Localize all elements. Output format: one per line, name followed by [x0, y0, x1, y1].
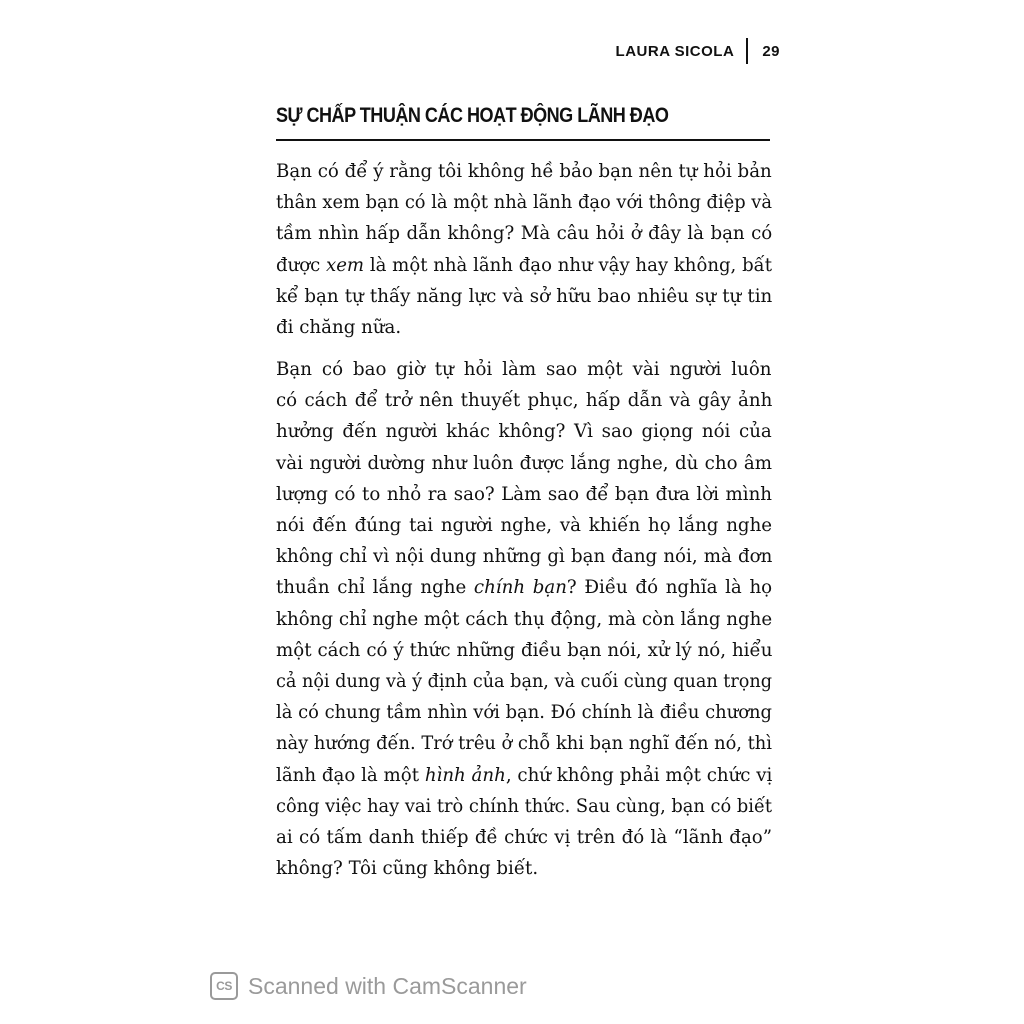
text-line: tầm nhìn hấp dẫn không? Mà câu hỏi ở đây là bạn có: [276, 223, 773, 245]
text-segment: lãnh đạo là một: [276, 764, 425, 786]
italic-text: hình ảnh: [424, 764, 506, 786]
running-header: [560, 36, 780, 66]
text-line: Bạn có để ý rằng tôi không hề bảo bạn nên tự hỏi bản: [276, 161, 772, 182]
text-line: đi chăng nữa.: [276, 317, 402, 339]
text-segment: ? Điều đó nghĩa là họ: [566, 577, 773, 599]
title-underline: [276, 139, 770, 141]
text-segment: được: [276, 254, 327, 276]
camscanner-logo-icon: CS: [210, 972, 238, 1000]
text-line: là có chung tầm nhìn với bạn. Đó chính là điều chương: [276, 702, 772, 724]
text-segment: , chứ không phải một chức vị: [505, 764, 773, 786]
text-line: không? Tôi cũng không biết.: [276, 858, 539, 880]
page-number: 29: [762, 42, 780, 60]
author-name: LAURA SICOLA: [615, 42, 735, 60]
text-line: nói đến đúng tai người nghe, và khiến họ lắng nghe: [276, 515, 773, 537]
text-line: vài người dường như luôn được lắng nghe, dù cho âm: [276, 452, 772, 474]
text-line: này hướng đến. Trớ trêu ở chỗ khi bạn nghĩ đến nó, thì: [276, 733, 772, 755]
text-line: Bạn có bao giờ tự hỏi làm sao một vài người luôn: [276, 359, 772, 380]
text-line: lượng có to nhỏ ra sao? Làm sao để bạn đưa lời mình: [276, 483, 772, 505]
header-divider: [746, 38, 748, 64]
text-line: thân xem bạn có là một nhà lãnh đạo với thông điệp và: [276, 192, 772, 214]
text-line: một cách có ý thức những điều bạn nói, xử lý nó, hiểu: [276, 639, 773, 661]
text-line: ai có tấm danh thiếp đề chức vị trên đó là “lãnh đạo”: [276, 827, 773, 849]
watermark-text: Scanned with CamScanner: [248, 972, 527, 999]
italic-text: chính bạn: [473, 577, 567, 599]
text-line: [276, 760, 772, 791]
text-line: không chỉ nghe một cách thụ động, mà còn lắng nghe: [276, 608, 773, 630]
paragraph-1: [276, 156, 772, 343]
text-segment: là một nhà lãnh đạo như vậy hay không, bất: [364, 254, 772, 276]
scanner-watermark: [210, 970, 527, 1002]
text-line: [276, 572, 772, 603]
text-line: kể bạn tự thấy năng lực và sở hữu bao nhiêu sự tự tin: [276, 285, 773, 307]
paragraph-2: [276, 354, 772, 884]
text-line: không chỉ vì nội dung những gì bạn đang nói, mà đơn: [276, 546, 773, 568]
text-segment: thuần chỉ lắng nghe: [276, 577, 474, 599]
text-line: cả nội dung và ý định của bạn, và cuối cùng quan trọng: [276, 671, 773, 693]
text-line: hưởng đến người khác không? Vì sao giọng nói của: [276, 421, 772, 443]
text-line: [276, 250, 772, 281]
text-line: công việc hay vai trò chính thức. Sau cùng, bạn có biết: [276, 795, 773, 817]
italic-text: xem: [326, 254, 365, 276]
text-line: có cách để trở nên thuyết phục, hấp dẫn và gây ảnh: [276, 390, 773, 412]
section-title: SỰ CHẤP THUẬN CÁC HOẠT ĐỘNG LÃNH ĐẠO: [276, 104, 669, 127]
